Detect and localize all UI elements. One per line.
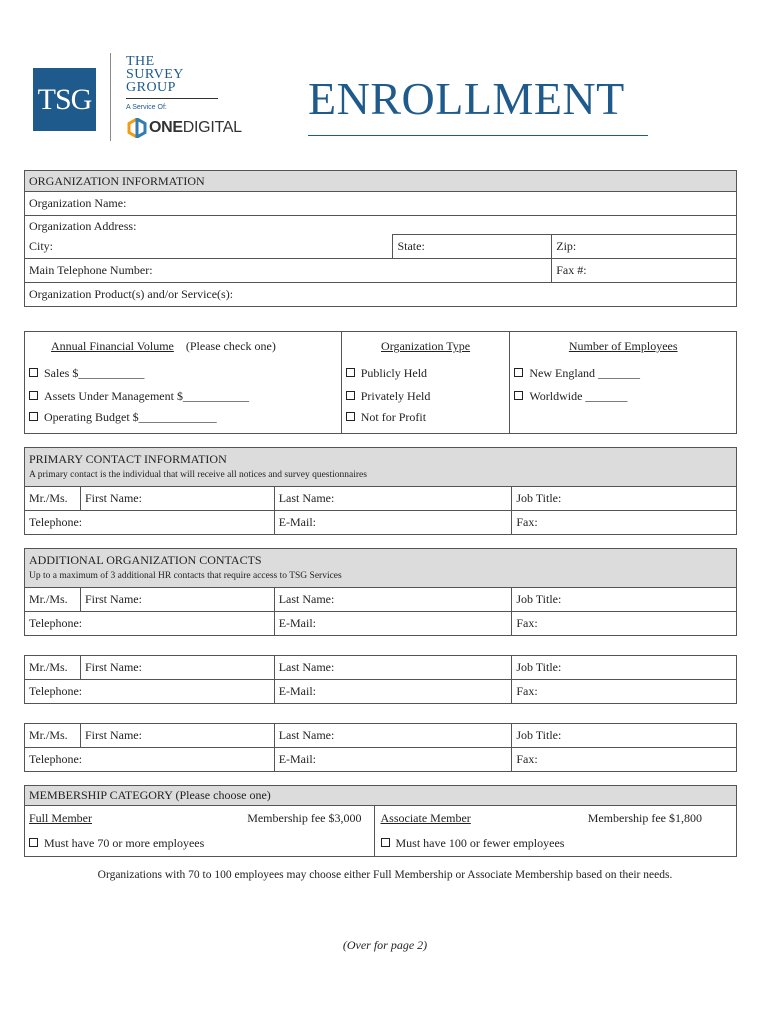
- volume-option-assets[interactable]: [25, 385, 342, 408]
- email-field[interactable]: E-Mail:: [274, 511, 512, 535]
- option-label: Publicly Held: [360, 365, 428, 380]
- org-name-field[interactable]: Organization Name:: [25, 192, 737, 216]
- job-title-field[interactable]: Job Title:: [512, 588, 737, 612]
- associate-member-requirement[interactable]: [374, 830, 737, 857]
- city-field[interactable]: City:: [25, 235, 393, 259]
- last-name-field[interactable]: Last Name:: [274, 724, 512, 748]
- org-type-title: Organization Type: [381, 339, 471, 354]
- option-label: Sales $___________: [44, 365, 145, 380]
- primary-contact-title: PRIMARY CONTACT INFORMATION: [29, 452, 227, 466]
- checkbox-icon[interactable]: [346, 391, 355, 400]
- type-option-public[interactable]: [341, 362, 510, 385]
- primary-contact-table: [24, 447, 737, 535]
- full-member-requirement[interactable]: [25, 830, 375, 857]
- fax-field[interactable]: Fax:: [512, 612, 737, 636]
- full-member-fee: Membership fee $3,000: [247, 810, 362, 825]
- org-type-header: [341, 332, 510, 362]
- mrms-field[interactable]: Mr./Ms.: [25, 724, 81, 748]
- option-label: New England _______: [529, 365, 641, 380]
- fax-number-field[interactable]: Fax #:: [552, 259, 737, 283]
- membership-header: MEMBERSHIP CATEGORY (Please choose one): [25, 786, 737, 806]
- financial-volume-title: Annual Financial Volume: [51, 339, 174, 354]
- page-footer: (Over for page 2): [342, 938, 428, 952]
- job-title-field[interactable]: Job Title:: [512, 724, 737, 748]
- tsg-logo: TSG: [33, 68, 96, 131]
- first-name-field[interactable]: First Name:: [80, 588, 274, 612]
- onedigital-logo-icon: [127, 118, 147, 138]
- onedigital-wordmark: [149, 119, 242, 137]
- option-label: Worldwide _______: [529, 388, 628, 403]
- requirement-label: Must have 70 or more employees: [44, 835, 205, 850]
- state-field[interactable]: State:: [393, 235, 552, 259]
- email-field[interactable]: E-Mail:: [274, 680, 512, 704]
- job-title-field[interactable]: Job Title:: [512, 487, 737, 511]
- fax-field[interactable]: Fax:: [512, 748, 737, 772]
- first-name-field[interactable]: First Name:: [80, 487, 274, 511]
- primary-contact-header: [25, 448, 737, 487]
- organization-details-table: [24, 331, 737, 434]
- primary-contact-note: A primary contact is the individual that will receive all notices and survey questionnaires: [29, 470, 367, 480]
- zip-field[interactable]: Zip:: [552, 235, 737, 259]
- fax-field[interactable]: Fax:: [512, 511, 737, 535]
- checkbox-icon[interactable]: [29, 838, 38, 847]
- option-label: Privately Held: [360, 388, 431, 403]
- mrms-field[interactable]: Mr./Ms.: [25, 588, 81, 612]
- wordmark-line-1: THE: [126, 54, 155, 69]
- option-label: Not for Profit: [360, 409, 427, 424]
- org-address-field[interactable]: Organization Address:: [25, 216, 737, 235]
- page-title: ENROLLMENT: [308, 73, 625, 124]
- membership-note: Organizations with 70 to 100 employees may choose either Full Membership or Associate Membership based on their needs.: [97, 869, 673, 881]
- wordmark-line-3: GROUP: [126, 80, 176, 95]
- volume-option-sales[interactable]: [25, 362, 342, 385]
- mrms-field[interactable]: Mr./Ms.: [25, 487, 81, 511]
- financial-volume-header: [25, 332, 342, 362]
- checkbox-icon[interactable]: [381, 838, 390, 847]
- last-name-field[interactable]: Last Name:: [274, 656, 512, 680]
- telephone-field[interactable]: Telephone:: [25, 748, 275, 772]
- logo-divider: [110, 53, 111, 141]
- mrms-field[interactable]: Mr./Ms.: [25, 656, 81, 680]
- organization-info-table: [24, 170, 737, 307]
- checkbox-icon[interactable]: [29, 412, 38, 421]
- checkbox-icon[interactable]: [514, 391, 523, 400]
- associate-member-fee: Membership fee $1,800: [587, 810, 702, 825]
- telephone-field[interactable]: Telephone:: [25, 680, 275, 704]
- additional-contacts-title: ADDITIONAL ORGANIZATION CONTACTS: [29, 553, 262, 567]
- telephone-field[interactable]: Telephone:: [25, 511, 275, 535]
- checkbox-icon[interactable]: [346, 412, 355, 421]
- fax-field[interactable]: Fax:: [512, 680, 737, 704]
- products-services-field[interactable]: Organization Product(s) and/or Service(s):: [25, 283, 737, 307]
- option-label: Operating Budget $_____________: [44, 409, 217, 424]
- email-field[interactable]: E-Mail:: [274, 612, 512, 636]
- email-field[interactable]: E-Mail:: [274, 748, 512, 772]
- employees-option-world[interactable]: [510, 385, 737, 408]
- type-option-nonprofit[interactable]: [341, 408, 510, 434]
- associate-member-option[interactable]: [374, 806, 737, 831]
- additional-contacts-header: [25, 549, 737, 588]
- additional-contact-table-1: [24, 548, 737, 636]
- full-member-label: Full Member: [29, 810, 92, 825]
- type-option-private[interactable]: [341, 385, 510, 408]
- additional-contact-table-2: [24, 655, 737, 704]
- first-name-field[interactable]: First Name:: [80, 724, 274, 748]
- checkbox-icon[interactable]: [346, 368, 355, 377]
- employees-title: Number of Employees: [568, 339, 678, 354]
- requirement-label: Must have 100 or fewer employees: [395, 835, 565, 850]
- check-one-note: (Please check one): [185, 339, 276, 354]
- full-member-option[interactable]: [25, 806, 375, 831]
- last-name-field[interactable]: Last Name:: [274, 588, 512, 612]
- brand-rest: DIGITAL: [182, 119, 242, 136]
- membership-table: [24, 785, 737, 857]
- additional-contact-table-3: [24, 723, 737, 772]
- service-of-label: A Service Of:: [126, 104, 167, 111]
- option-label: Assets Under Management $___________: [44, 388, 249, 403]
- volume-option-budget[interactable]: [25, 408, 342, 434]
- associate-member-label: Associate Member: [380, 810, 471, 825]
- employees-option-ne[interactable]: [510, 362, 737, 385]
- employees-header: [510, 332, 737, 362]
- org-info-header: ORGANIZATION INFORMATION: [25, 171, 737, 192]
- main-phone-field[interactable]: Main Telephone Number:: [25, 259, 552, 283]
- checkbox-icon[interactable]: [29, 391, 38, 400]
- first-name-field[interactable]: First Name:: [80, 656, 274, 680]
- brand-bold: ONE: [149, 119, 183, 136]
- checkbox-icon[interactable]: [29, 368, 38, 377]
- job-title-field[interactable]: Job Title:: [512, 656, 737, 680]
- last-name-field[interactable]: Last Name:: [274, 487, 512, 511]
- employees-empty-cell: [510, 408, 737, 434]
- wordmark-rule: [126, 98, 218, 99]
- additional-contacts-note: Up to a maximum of 3 additional HR contacts that require access to TSG Services: [29, 571, 342, 581]
- checkbox-icon[interactable]: [514, 368, 523, 377]
- title-underline: [308, 135, 648, 136]
- telephone-field[interactable]: Telephone:: [25, 612, 275, 636]
- wordmark-line-2: SURVEY: [126, 67, 184, 82]
- survey-group-wordmark: [126, 55, 184, 94]
